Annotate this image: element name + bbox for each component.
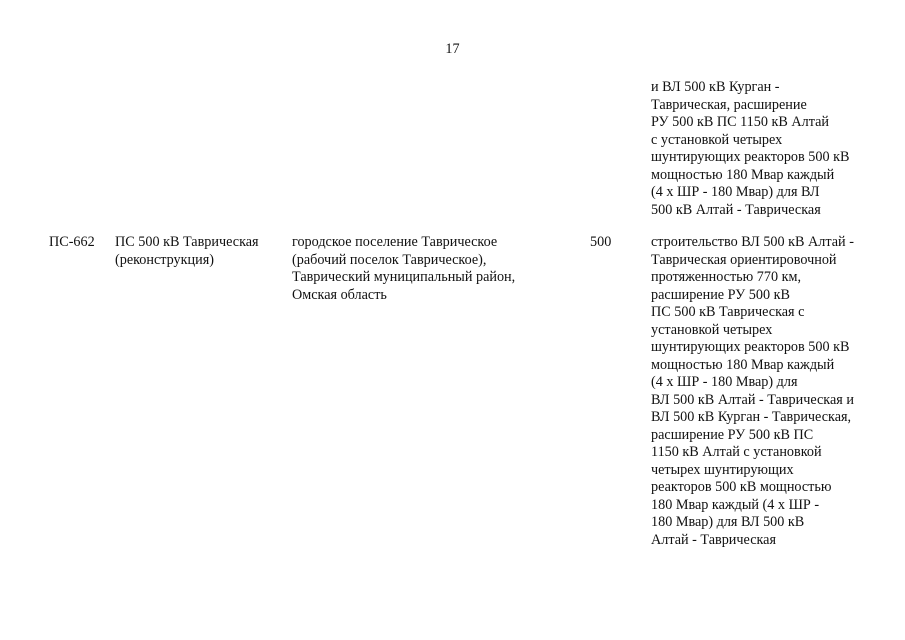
object-location: городское поселение Таврическое (рабочий поселок Таврическое), Таврический муниципальный район, Омская область	[292, 234, 516, 303]
object-name: ПС 500 кВ Таврическая (реконструкция)	[115, 234, 259, 268]
continuation-description: и ВЛ 500 кВ Курган - Таврическая, расширение РУ 500 кВ ПС 1150 кВ Алтай с установкой четырех шунтирующих реакторов 500 кВ мощностью 180 Мвар каждый (4 х ШР - 180 Мвар) для ВЛ 500 кВ Алтай - Таврическая	[651, 79, 850, 218]
page-number: 17	[445, 41, 460, 57]
object-description: строительство ВЛ 500 кВ Алтай - Таврическая ориентировочной протяженностью 770 км, расширение РУ 500 кВ ПС 500 кВ Таврическая с установкой четырех шунтирующих реакторов 500 кВ мощностью 180 Мвар каждый (4 х ШР - 180 Мвар) для ВЛ 500 кВ Алтай - Таврическая и ВЛ 500 кВ Курган - Таврическая, расширение РУ 500 кВ ПС 1150 кВ Алтай с установкой четырех шунтирующих реакторов 500 кВ мощностью 180 Мвар каждый (4 х ШР - 180 Мвар) для ВЛ 500 кВ Алтай - Таврическая	[651, 234, 854, 548]
object-code: ПС-662	[49, 234, 95, 250]
object-voltage: 500	[590, 234, 612, 250]
